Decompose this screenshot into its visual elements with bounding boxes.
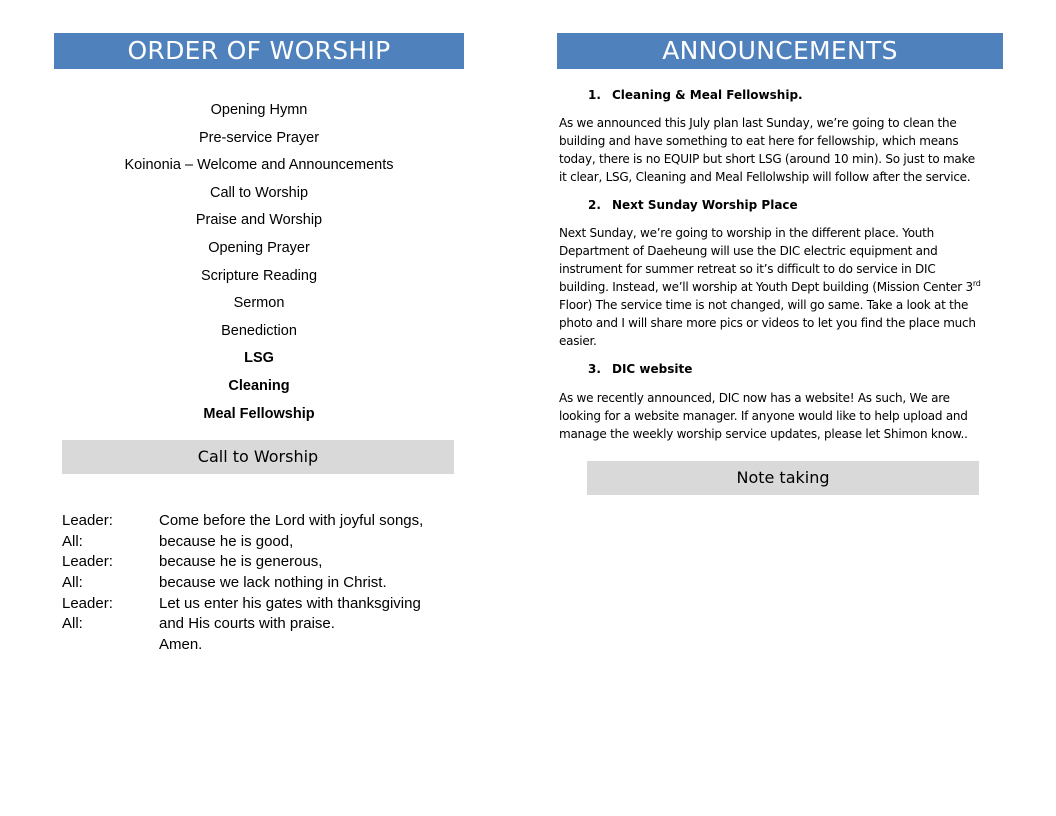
announcement-line: looking for a website manager. If anyone would like to help upload and <box>559 409 968 423</box>
litany-speaker: Leader: <box>62 512 113 529</box>
litany-row <box>62 614 462 635</box>
announcements-title: ANNOUNCEMENTS <box>557 33 1003 69</box>
order-of-worship-list <box>54 98 464 429</box>
litany-row <box>62 573 462 594</box>
litany-text: Let us enter his gates with thanksgiving <box>159 594 421 612</box>
litany-text: because we lack nothing in Christ. <box>159 574 387 592</box>
order-item: Benediction <box>221 322 297 339</box>
announcement-title: Cleaning & Meal Fellowship. <box>612 88 803 102</box>
call-to-worship-heading: Call to Worship <box>62 440 454 474</box>
announcement-line <box>559 278 1003 296</box>
litany-row <box>62 532 462 553</box>
ordinal-superscript: rd <box>972 279 981 288</box>
order-item: Sermon <box>233 295 285 312</box>
announcement-line: building and have something to eat here for fellowship, which means <box>559 134 959 148</box>
announcement-line: As we announced this July plan last Sunday, we’re going to clean the <box>559 116 957 130</box>
announcement-line-text: building. Instead, we’ll worship at Youth Dept building (Mission Center 3 <box>559 280 973 294</box>
announcement-body <box>559 114 1003 186</box>
announcement-line: today, there is no EQUIP but short LSG (around 10 min). So just to make <box>559 152 975 166</box>
litany-speaker: All: <box>62 532 83 550</box>
order-item: Opening Hymn <box>210 102 308 118</box>
order-item-bold: Cleaning <box>228 377 290 394</box>
note-taking-heading: Note taking <box>587 461 979 495</box>
order-item: Pre-service Prayer <box>198 129 320 146</box>
litany-text: Come before the Lord with joyful songs, <box>159 512 424 529</box>
announcement-line: As we recently announced, DIC now has a website! As such, We are <box>559 391 950 405</box>
litany-row <box>62 511 462 532</box>
announcement-item <box>559 196 1003 350</box>
order-item: Call to Worship <box>209 184 309 201</box>
litany-speaker: All: <box>62 574 83 592</box>
announcement-title: Next Sunday Worship Place <box>612 198 798 212</box>
litany-text: because he is generous, <box>159 553 323 571</box>
order-item: Praise and Worship <box>195 212 323 229</box>
litany-text: Amen. <box>159 636 203 654</box>
litany-row <box>62 552 462 573</box>
order-of-worship-title: ORDER OF WORSHIP <box>54 33 464 69</box>
litany-row <box>62 594 462 615</box>
order-item: Scripture Reading <box>200 267 318 284</box>
litany-speaker: Leader: <box>62 594 113 612</box>
order-item-bold: Meal Fellowship <box>203 405 315 422</box>
announcement-line: Next Sunday, we’re going to worship in the different place. Youth <box>559 226 934 240</box>
litany-text: and His courts with praise. <box>159 615 335 633</box>
announcement-line: Floor) The service time is not changed, will go same. Take a look at the <box>559 298 969 312</box>
announcement-body <box>559 224 1003 350</box>
announcement-title: DIC website <box>612 362 693 376</box>
litany-text: because he is good, <box>159 532 294 550</box>
litany-speaker: All: <box>62 615 83 633</box>
announcement-line: manage the weekly worship service updates, please let Shimon know.. <box>559 427 968 441</box>
order-item: Opening Prayer <box>208 239 310 256</box>
announcement-body <box>559 389 1003 443</box>
litany-speaker: Leader: <box>62 553 113 571</box>
order-item-bold: LSG <box>244 350 274 367</box>
announcement-item <box>559 360 1003 443</box>
announcement-number: 3. <box>588 362 601 376</box>
announcement-line: instrument for summer retreat so it’s difficult to do service in DIC <box>559 262 936 276</box>
announcement-heading <box>559 196 1003 214</box>
announcement-heading <box>559 360 1003 378</box>
announcement-number: 1. <box>588 88 601 102</box>
announcement-line: Department of Daeheung will use the DIC electric equipment and <box>559 244 938 258</box>
announcement-item <box>559 86 1003 186</box>
order-item: Koinonia – Welcome and Announcements <box>124 157 394 174</box>
announcement-heading <box>559 86 1003 104</box>
announcement-line: photo and I will share more pics or videos to let you find the place much <box>559 316 976 330</box>
litany-row <box>62 635 462 656</box>
announcement-line: it clear, LSG, Cleaning and Meal Fellolwship will follow after the service. <box>559 170 971 184</box>
announcement-number: 2. <box>588 198 601 212</box>
call-to-worship-litany <box>62 511 462 656</box>
announcement-line: easier. <box>559 334 597 348</box>
